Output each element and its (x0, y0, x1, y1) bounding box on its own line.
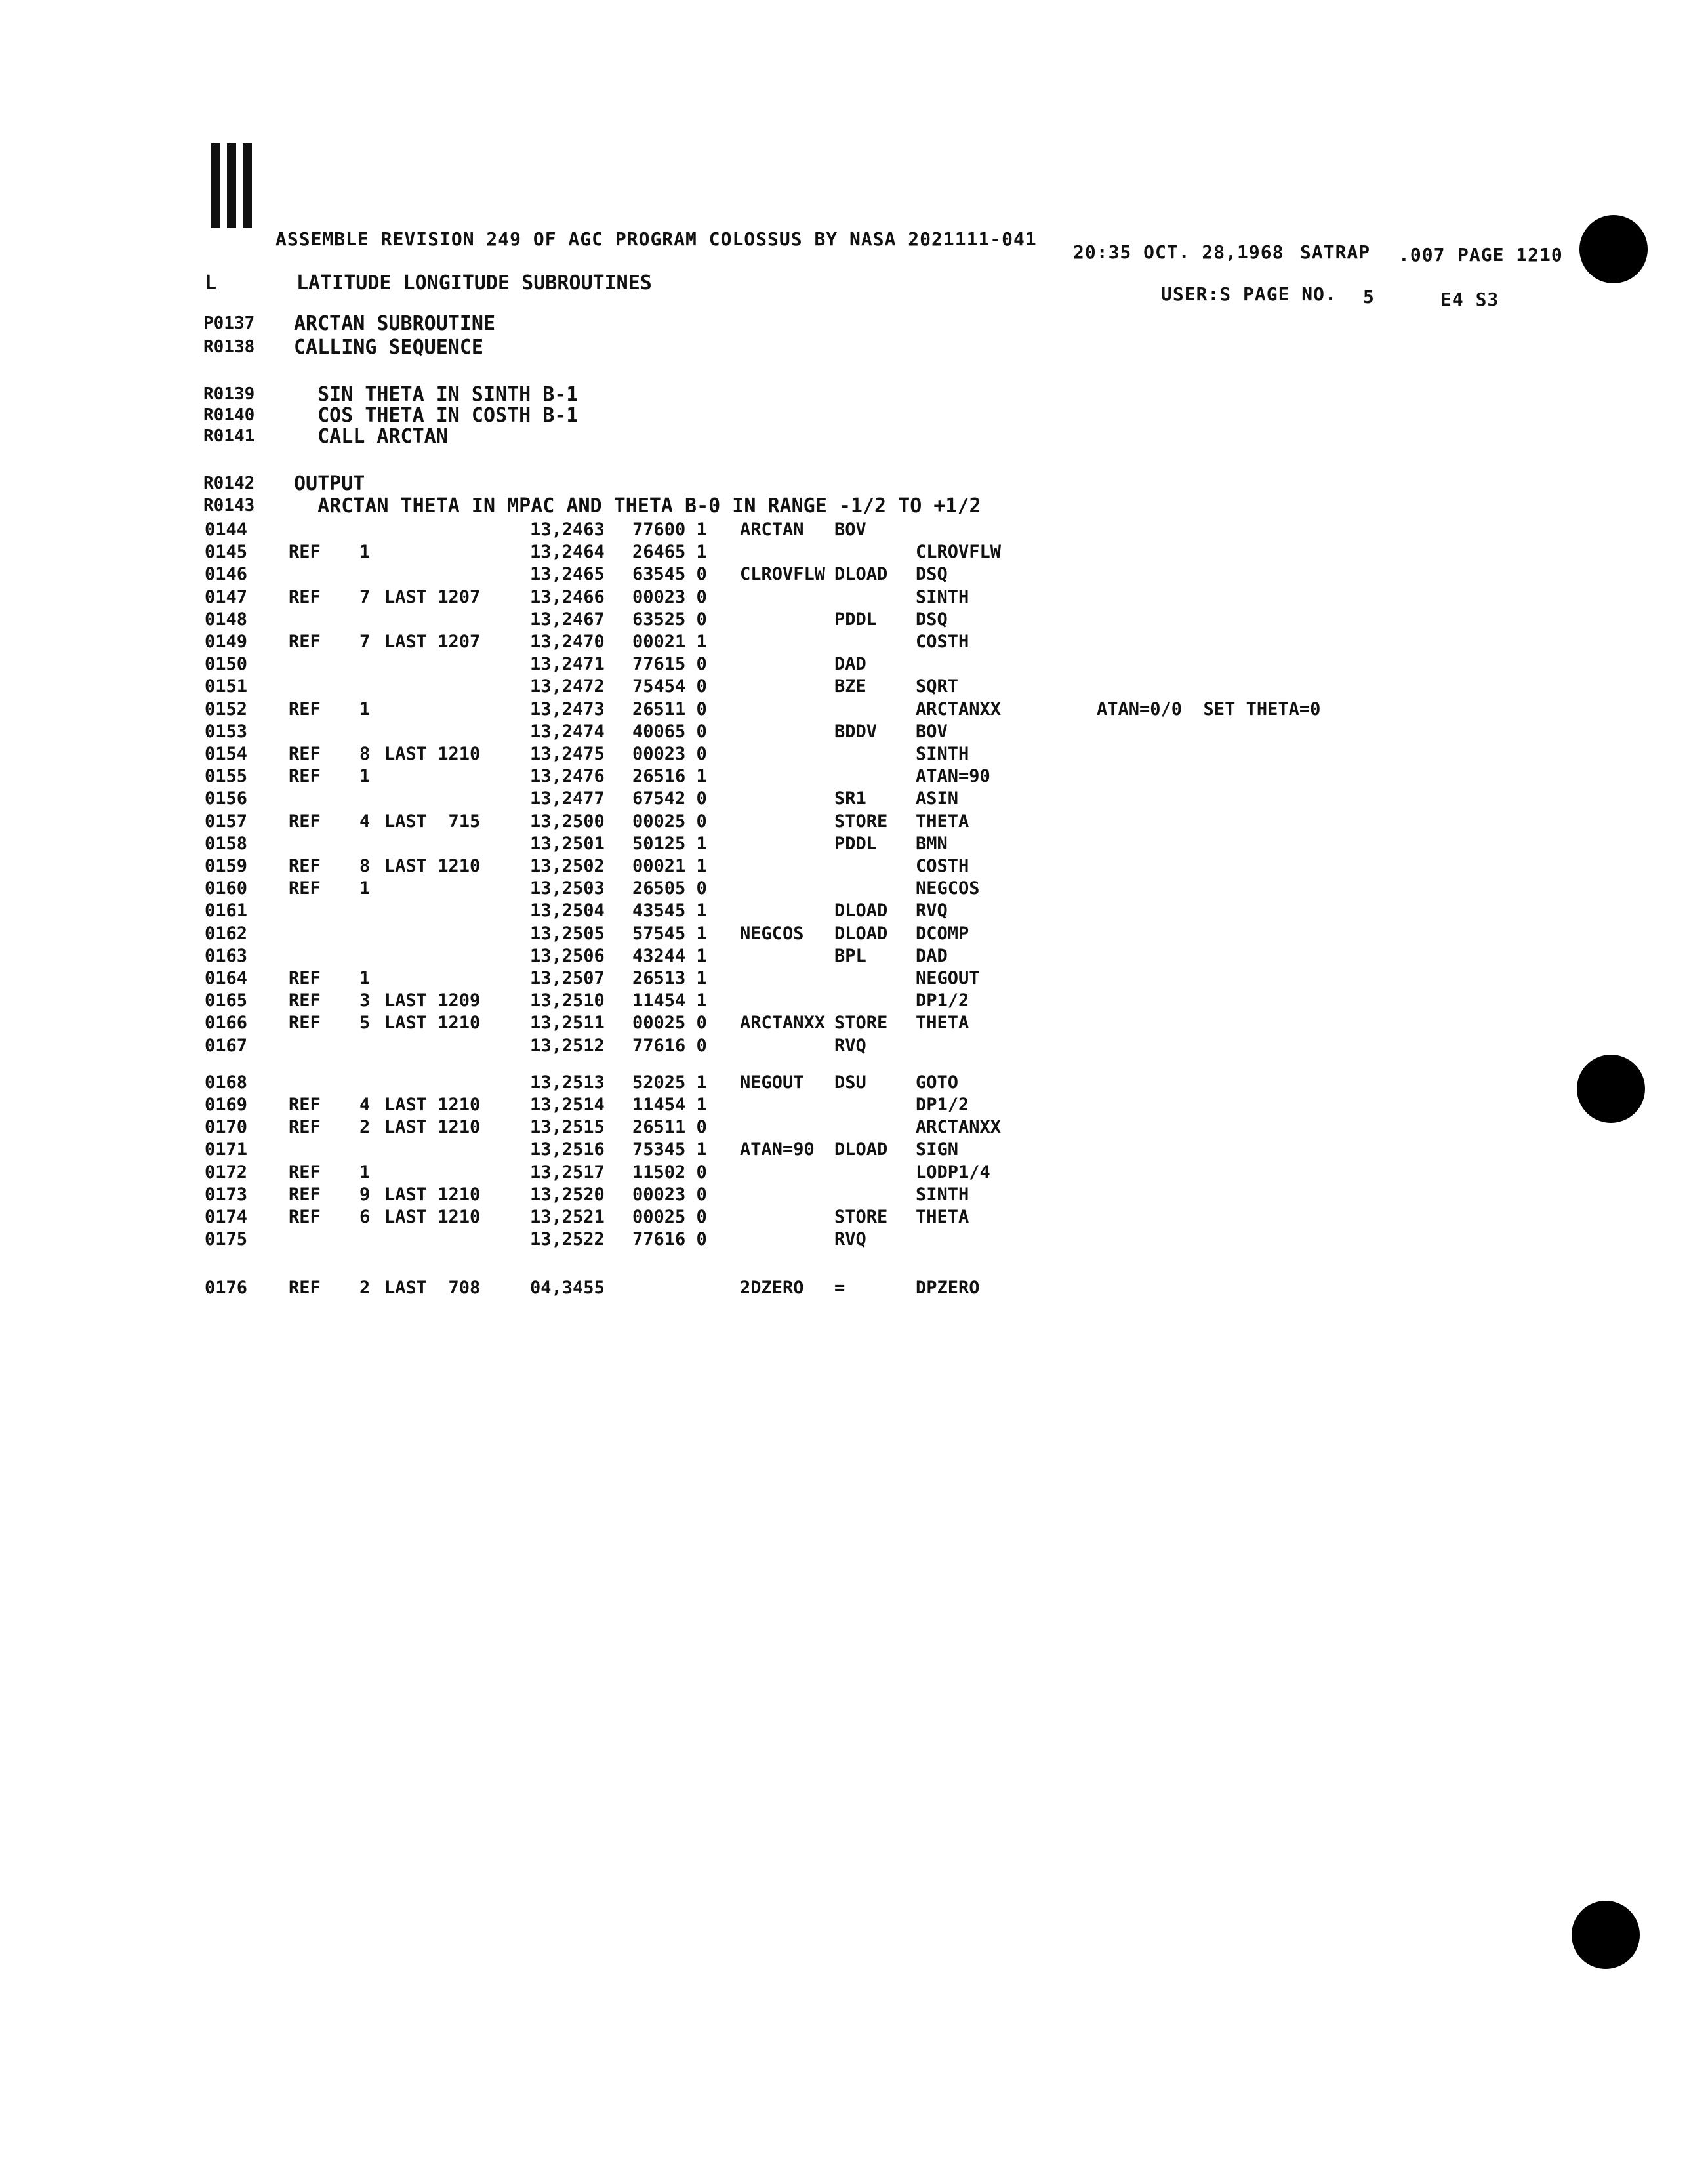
cell-line: 0155 (205, 766, 248, 787)
cell-addr: 13,2472 (530, 676, 605, 697)
cell-ref: REF (289, 1095, 321, 1115)
cell-code: 77615 0 (632, 654, 707, 675)
cell-label: CLROVFLW (740, 564, 826, 585)
cell-line: 0166 (205, 1013, 248, 1034)
cell-operand: DP1/2 (916, 1095, 969, 1115)
cell-operand: ARCTANXX (916, 1117, 1002, 1138)
cell-addr: 13,2520 (530, 1184, 605, 1205)
cell-ref: REF (289, 766, 321, 787)
cell-code: 00021 1 (632, 632, 707, 652)
cell-line: 0145 (205, 542, 248, 563)
cell-code: 11502 0 (632, 1162, 707, 1183)
listing-row (0, 1139, 1708, 1162)
section-letter: L (205, 272, 217, 294)
listing-row (0, 721, 1708, 744)
listing-row (0, 811, 1708, 834)
cell-operand: DAD (916, 945, 948, 966)
timestamp: 20:35 OCT. 28,1968 (1073, 241, 1284, 263)
cell-comment: ATAN=0/0 SET THETA=0 (1097, 699, 1321, 720)
punch-hole (1579, 215, 1648, 283)
cell-addr: 13,2506 (530, 945, 605, 966)
comment-text: COS THETA IN COSTH B-1 (294, 404, 579, 427)
cell-n: 4 (359, 811, 371, 832)
cell-line: 0164 (205, 968, 248, 988)
cell-code: 00023 0 (632, 586, 707, 607)
cell-code: 26511 0 (632, 699, 707, 720)
listing-row (0, 788, 1708, 811)
cell-op: STORE (834, 1207, 888, 1227)
cell-addr: 13,2467 (530, 609, 605, 630)
cell-operand: COSTH (916, 856, 969, 876)
cell-line: 0168 (205, 1072, 248, 1093)
comment-text: ARCTAN SUBROUTINE (294, 312, 496, 335)
cell-operand: ASIN (916, 788, 959, 809)
cell-code: 50125 1 (632, 833, 707, 854)
cell-last: LAST 1207 (384, 586, 481, 607)
cell-code: 43244 1 (632, 945, 707, 966)
listing-row (0, 587, 1708, 609)
cell-n: 1 (359, 699, 371, 720)
cell-operand: SINTH (916, 744, 969, 764)
cell-operand: LODP1/4 (916, 1162, 990, 1183)
comment-text: CALLING SEQUENCE (294, 336, 483, 359)
cell-operand: DPZERO (916, 1278, 980, 1299)
cell-op: = (834, 1278, 845, 1299)
binder-mark (227, 143, 236, 228)
comment-text: CALL ARCTAN (294, 425, 448, 448)
cell-line: 0159 (205, 856, 248, 876)
comment-text: ARCTAN THETA IN MPAC AND THETA B-0 IN RANGE -1/2 TO +1/2 (294, 495, 981, 517)
cell-code: 26516 1 (632, 766, 707, 787)
cell-operand: DP1/2 (916, 990, 969, 1011)
cell-n: 7 (359, 632, 371, 652)
listing-row (0, 654, 1708, 676)
cell-code: 11454 1 (632, 990, 707, 1011)
cell-addr: 13,2510 (530, 990, 605, 1011)
cell-last: LAST 1207 (384, 632, 481, 652)
cell-ref: REF (289, 856, 321, 876)
listing-row (0, 1072, 1708, 1095)
cell-last: LAST 1210 (384, 744, 481, 764)
cell-line: 0175 (205, 1229, 248, 1250)
user-page-number: 5 (1363, 286, 1375, 308)
cell-addr: 13,2471 (530, 654, 605, 675)
cell-line: 0150 (205, 654, 248, 675)
listing-row (0, 1229, 1708, 1251)
cell-last: LAST 1210 (384, 1095, 481, 1115)
cell-addr: 13,2521 (530, 1207, 605, 1227)
cell-code: 77600 1 (632, 519, 707, 540)
cell-line: 0148 (205, 609, 248, 630)
cell-line: 0172 (205, 1162, 248, 1183)
cell-op: PDDL (834, 609, 878, 630)
cell-code: 63525 0 (632, 609, 707, 630)
cell-n: 1 (359, 542, 371, 563)
cell-ref: REF (289, 1162, 321, 1183)
cell-code: 26511 0 (632, 1117, 707, 1138)
cell-code: 26513 1 (632, 968, 707, 988)
cell-code: 43545 1 (632, 901, 707, 922)
cell-code: 00023 0 (632, 1184, 707, 1205)
cell-line: 0154 (205, 744, 248, 764)
cell-addr: 13,2504 (530, 901, 605, 922)
comment-line-number: R0139 (203, 384, 255, 404)
cell-operand: NEGOUT (916, 968, 980, 988)
listing-row (0, 676, 1708, 699)
cell-operand: DCOMP (916, 923, 969, 944)
cell-n: 3 (359, 990, 371, 1011)
comment-line-number: R0138 (203, 337, 255, 357)
cell-code: 26505 0 (632, 878, 707, 899)
reference-code: E4 S3 (1440, 289, 1499, 310)
cell-code: 57545 1 (632, 923, 707, 944)
cell-operand: SQRT (916, 676, 959, 697)
cell-op: SR1 (834, 788, 866, 809)
cell-addr: 13,2500 (530, 811, 605, 832)
cell-n: 7 (359, 586, 371, 607)
cell-n: 1 (359, 766, 371, 787)
listing-row (0, 1117, 1708, 1139)
cell-last: LAST 1210 (384, 856, 481, 876)
cell-n: 4 (359, 1095, 371, 1115)
cell-operand: SINTH (916, 586, 969, 607)
cell-code: 00025 0 (632, 811, 707, 832)
cell-ref: REF (289, 811, 321, 832)
cell-code: 63545 0 (632, 564, 707, 585)
cell-addr: 13,2463 (530, 519, 605, 540)
cell-label: NEGOUT (740, 1072, 804, 1093)
cell-line: 0158 (205, 833, 248, 854)
cell-line: 0147 (205, 586, 248, 607)
cell-operand: NEGCOS (916, 878, 980, 899)
cell-n: 9 (359, 1184, 371, 1205)
cell-label: ATAN=90 (740, 1139, 815, 1160)
cell-addr: 13,2522 (530, 1229, 605, 1250)
cell-operand: DSQ (916, 609, 948, 630)
cell-ref: REF (289, 1117, 321, 1138)
listing-row (0, 968, 1708, 990)
cell-addr: 13,2475 (530, 744, 605, 764)
listing-row (0, 923, 1708, 946)
listing-row (0, 744, 1708, 766)
cell-line: 0176 (205, 1278, 248, 1299)
cell-line: 0157 (205, 811, 248, 832)
cell-operand: BOV (916, 721, 948, 742)
cell-line: 0161 (205, 901, 248, 922)
listing-title: ASSEMBLE REVISION 249 OF AGC PROGRAM COLOSSUS BY NASA 2021111-041 (275, 228, 1037, 250)
listing-row (0, 564, 1708, 586)
cell-line: 0149 (205, 632, 248, 652)
listing-row (0, 609, 1708, 632)
comment-line-number: P0137 (203, 314, 255, 333)
version: .007 (1398, 244, 1446, 266)
cell-operand: BMN (916, 833, 948, 854)
cell-addr: 13,2465 (530, 564, 605, 585)
cell-operand: THETA (916, 811, 969, 832)
listing-row (0, 834, 1708, 856)
cell-op: STORE (834, 811, 888, 832)
cell-label: ARCTANXX (740, 1013, 826, 1034)
cell-n: 5 (359, 1013, 371, 1034)
cell-op: RVQ (834, 1035, 866, 1056)
cell-ref: REF (289, 586, 321, 607)
cell-op: BZE (834, 676, 866, 697)
cell-code: 40065 0 (632, 721, 707, 742)
cell-addr: 13,2507 (530, 968, 605, 988)
cell-op: BOV (834, 519, 866, 540)
cell-op: DLOAD (834, 1139, 888, 1160)
cell-operand: THETA (916, 1207, 969, 1227)
cell-addr: 13,2511 (530, 1013, 605, 1034)
cell-n: 8 (359, 744, 371, 764)
cell-n: 1 (359, 878, 371, 899)
listing-row (0, 856, 1708, 878)
cell-line: 0160 (205, 878, 248, 899)
cell-op: RVQ (834, 1229, 866, 1250)
listing-row (0, 878, 1708, 901)
cell-line: 0174 (205, 1207, 248, 1227)
cell-ref: REF (289, 1013, 321, 1034)
cell-addr: 13,2513 (530, 1072, 605, 1093)
page-number: PAGE 1210 (1457, 244, 1563, 266)
cell-addr: 13,2514 (530, 1095, 605, 1115)
cell-line: 0162 (205, 923, 248, 944)
listing-row (0, 699, 1708, 721)
cell-operand: SIGN (916, 1139, 959, 1160)
cell-ref: REF (289, 744, 321, 764)
cell-code: 00021 1 (632, 856, 707, 876)
cell-op: DAD (834, 654, 866, 675)
cell-addr: 13,2503 (530, 878, 605, 899)
binder-mark (243, 143, 252, 228)
user-page-label: USER:S PAGE NO. (1161, 283, 1337, 305)
cell-operand: THETA (916, 1013, 969, 1034)
cell-code: 26465 1 (632, 542, 707, 563)
comment-text: SIN THETA IN SINTH B-1 (294, 383, 579, 406)
listing-row (0, 519, 1708, 542)
cell-n: 8 (359, 856, 371, 876)
cell-op: DLOAD (834, 923, 888, 944)
listing-row (0, 542, 1708, 564)
cell-label: ARCTAN (740, 519, 804, 540)
cell-code: 75454 0 (632, 676, 707, 697)
cell-line: 0165 (205, 990, 248, 1011)
listing-row (0, 1207, 1708, 1229)
cell-code: 67542 0 (632, 788, 707, 809)
cell-line: 0152 (205, 699, 248, 720)
cell-last: LAST 708 (384, 1278, 481, 1299)
listing-row (0, 946, 1708, 968)
cell-line: 0171 (205, 1139, 248, 1160)
cell-n: 2 (359, 1117, 371, 1138)
listing-row (0, 1278, 1708, 1300)
cell-ref: REF (289, 1278, 321, 1299)
cell-op: DLOAD (834, 564, 888, 585)
cell-addr: 13,2501 (530, 833, 605, 854)
cell-line: 0144 (205, 519, 248, 540)
cell-addr: 13,2474 (530, 721, 605, 742)
comment-line-number: R0142 (203, 474, 255, 493)
cell-addr: 13,2517 (530, 1162, 605, 1183)
cell-last: LAST 715 (384, 811, 481, 832)
cell-ref: REF (289, 990, 321, 1011)
cell-code: 11454 1 (632, 1095, 707, 1115)
cell-op: STORE (834, 1013, 888, 1034)
cell-op: BDDV (834, 721, 878, 742)
cell-n: 6 (359, 1207, 371, 1227)
cell-last: LAST 1210 (384, 1117, 481, 1138)
cell-code: 52025 1 (632, 1072, 707, 1093)
cell-addr: 13,2464 (530, 542, 605, 563)
cell-operand: GOTO (916, 1072, 959, 1093)
comment-text: OUTPUT (294, 472, 365, 495)
cell-operand: COSTH (916, 632, 969, 652)
cell-ref: REF (289, 1184, 321, 1205)
cell-label: 2DZERO (740, 1278, 804, 1299)
listing-row (0, 632, 1708, 654)
cell-addr: 13,2473 (530, 699, 605, 720)
listing-row (0, 990, 1708, 1013)
punch-hole (1572, 1901, 1640, 1969)
cell-op: BPL (834, 945, 866, 966)
cell-operand: CLROVFLW (916, 542, 1002, 563)
cell-code: 00025 0 (632, 1013, 707, 1034)
listing-row (0, 1185, 1708, 1207)
listing-row (0, 766, 1708, 788)
cell-code: 00023 0 (632, 744, 707, 764)
cell-addr: 13,2477 (530, 788, 605, 809)
comment-line-number: R0143 (203, 496, 255, 516)
system-name: SATRAP (1300, 241, 1371, 263)
cell-addr: 04,3455 (530, 1278, 605, 1299)
cell-line: 0173 (205, 1184, 248, 1205)
cell-addr: 13,2476 (530, 766, 605, 787)
cell-addr: 13,2470 (530, 632, 605, 652)
cell-line: 0156 (205, 788, 248, 809)
cell-n: 2 (359, 1278, 371, 1299)
listing-row (0, 1036, 1708, 1058)
cell-ref: REF (289, 968, 321, 988)
cell-line: 0167 (205, 1035, 248, 1056)
cell-last: LAST 1210 (384, 1207, 481, 1227)
listing-row (0, 1013, 1708, 1035)
cell-operand: ATAN=90 (916, 766, 990, 787)
cell-line: 0151 (205, 676, 248, 697)
cell-op: PDDL (834, 833, 878, 854)
cell-addr: 13,2502 (530, 856, 605, 876)
cell-addr: 13,2466 (530, 586, 605, 607)
section-title: LATITUDE LONGITUDE SUBROUTINES (296, 272, 652, 294)
cell-code: 75345 1 (632, 1139, 707, 1160)
cell-ref: REF (289, 542, 321, 563)
cell-operand: DSQ (916, 564, 948, 585)
cell-addr: 13,2505 (530, 923, 605, 944)
cell-last: LAST 1210 (384, 1013, 481, 1034)
listing-row (0, 901, 1708, 923)
comment-line-number: R0140 (203, 405, 255, 425)
cell-code: 77616 0 (632, 1035, 707, 1056)
cell-n: 1 (359, 1162, 371, 1183)
cell-n: 1 (359, 968, 371, 988)
cell-code: 00025 0 (632, 1207, 707, 1227)
cell-op: DSU (834, 1072, 866, 1093)
cell-operand: ARCTANXX (916, 699, 1002, 720)
cell-operand: SINTH (916, 1184, 969, 1205)
cell-last: LAST 1209 (384, 990, 481, 1011)
cell-line: 0153 (205, 721, 248, 742)
comment-line-number: R0141 (203, 426, 255, 446)
binder-mark (211, 143, 220, 228)
cell-addr: 13,2515 (530, 1117, 605, 1138)
cell-ref: REF (289, 699, 321, 720)
cell-line: 0163 (205, 945, 248, 966)
cell-code: 77616 0 (632, 1229, 707, 1250)
listing-row (0, 1095, 1708, 1117)
cell-operand: RVQ (916, 901, 948, 922)
listing-row (0, 1162, 1708, 1185)
cell-line: 0146 (205, 564, 248, 585)
cell-addr: 13,2516 (530, 1139, 605, 1160)
cell-line: 0169 (205, 1095, 248, 1115)
cell-label: NEGCOS (740, 923, 804, 944)
cell-ref: REF (289, 878, 321, 899)
cell-last: LAST 1210 (384, 1184, 481, 1205)
cell-line: 0170 (205, 1117, 248, 1138)
cell-addr: 13,2512 (530, 1035, 605, 1056)
cell-op: DLOAD (834, 901, 888, 922)
cell-ref: REF (289, 632, 321, 652)
cell-ref: REF (289, 1207, 321, 1227)
